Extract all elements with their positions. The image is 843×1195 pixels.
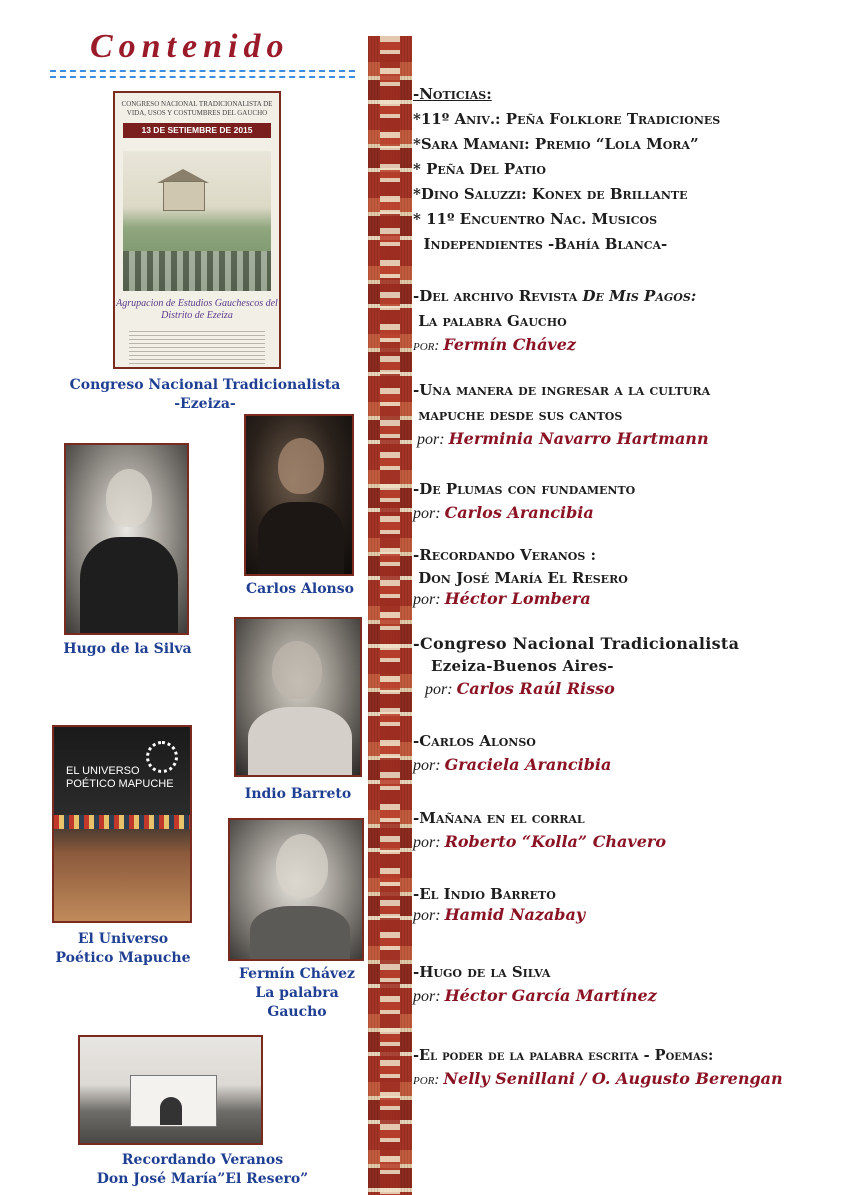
toc-mapuche-line2: mapuche desde sus cantos xyxy=(413,406,623,424)
toc-veranos[interactable] xyxy=(413,543,838,611)
toc-poder[interactable] xyxy=(413,1043,841,1091)
toc-plumas-line1: -De Plumas con fundamento xyxy=(413,480,636,498)
toc-congreso[interactable] xyxy=(413,632,838,701)
universo-caption xyxy=(38,930,208,968)
toc-veranos-line1: -Recordando Veranos : xyxy=(413,546,597,564)
por-label: por: xyxy=(417,431,445,448)
carlos-alonso-face xyxy=(278,438,324,494)
toc-mapuche-line1: -Una manera de ingresar a la cultura xyxy=(413,381,711,399)
toc-corral-author: Roberto “Kolla” Chavero xyxy=(444,832,666,851)
carlos-alonso-photo xyxy=(244,414,354,576)
por-label: por: xyxy=(413,988,441,1005)
toc-corral[interactable] xyxy=(413,806,838,854)
toc-plumas-author: Carlos Arancibia xyxy=(444,503,594,522)
toc-congreso-author: Carlos Raúl Risso xyxy=(456,679,615,698)
toc-alonso[interactable] xyxy=(413,729,838,777)
toc-archivo-prefix: -Del archivo Revista xyxy=(413,287,583,305)
poster-caption-line1: Congreso Nacional Tradicionalista xyxy=(69,377,341,393)
recordando-caption-line2: Don José María”El Resero” xyxy=(96,1171,309,1187)
poster-date: 13 DE SETIEMBRE DE 2015 xyxy=(123,123,271,138)
carlos-alonso-body xyxy=(258,502,344,576)
toc-plumas[interactable] xyxy=(413,477,838,525)
poster-header: CONGRESO NACIONAL TRADICIONALISTA DE VIDA, USOS Y COSTUMBRES DEL GAUCHO xyxy=(121,100,273,117)
fermin-face xyxy=(276,834,328,898)
por-label: por: xyxy=(425,681,453,698)
toc-archivo[interactable] xyxy=(413,284,838,357)
poster-scene xyxy=(123,151,271,291)
toc-plumas-byline xyxy=(413,502,838,525)
toc-barreto-byline xyxy=(413,904,838,927)
poster-house xyxy=(163,181,205,211)
poster-fine-print xyxy=(129,328,265,364)
fermin-caption-line2: La palabra xyxy=(255,985,339,1001)
toc-archivo-byline xyxy=(413,334,838,357)
toc-poder-author: Nelly Senillani / O. Augusto Berengan xyxy=(443,1069,783,1088)
poster-caption-line2: -Ezeiza- xyxy=(174,396,236,412)
book-cover-title-line1: EL UNIVERSO xyxy=(66,765,140,777)
noticia-item-1: *11º Aniv.: Peña Folklore Tradiciones xyxy=(413,110,721,128)
hugo-face xyxy=(106,469,152,527)
poster-org: Agrupacion de Estudios Gauchescos del Distrito de Ezeiza xyxy=(116,298,278,321)
fermin-body xyxy=(250,906,350,961)
barreto-body xyxy=(248,707,352,777)
noticia-item-6: Independientes -Bahía Blanca- xyxy=(413,235,668,253)
page-title: Contenido xyxy=(90,28,290,65)
poster-pattern xyxy=(123,251,271,291)
noticia-item-4: *Dino Saluzzi: Konex de Brillante xyxy=(413,185,688,203)
toc-archivo-line2: La palabra Gaucho xyxy=(413,312,567,330)
fermin-chavez-photo xyxy=(228,818,364,961)
toc-mapuche[interactable] xyxy=(413,378,838,451)
toc-mapuche-author: Herminia Navarro Hartmann xyxy=(448,429,709,448)
congreso-poster-image xyxy=(113,91,281,369)
toc-barreto[interactable] xyxy=(413,884,838,927)
book-cover-title-line2: POÉTICO MAPUCHE xyxy=(66,778,174,790)
toc-barreto-line1: -El Indio Barreto xyxy=(413,885,556,903)
toc-congreso-line2: Ezeiza-Buenos Aires- xyxy=(431,657,614,675)
indio-barreto-caption: Indio Barreto xyxy=(244,786,352,802)
por-label: por: xyxy=(413,1072,440,1088)
toc-archivo-author: Fermín Chávez xyxy=(443,335,576,354)
toc-poder-byline xyxy=(413,1068,841,1091)
toc-congreso-byline xyxy=(413,678,838,701)
por-label: por: xyxy=(413,591,441,608)
por-label: por: xyxy=(413,834,441,851)
book-cover-headband xyxy=(54,815,190,829)
title-underline-2 xyxy=(50,76,355,78)
toc-poder-line1: -El poder de la palabra escrita - Poemas: xyxy=(413,1047,714,1064)
barreto-face xyxy=(272,641,322,699)
universo-caption-line1: El Universo xyxy=(77,931,169,947)
toc-barreto-author: Hamid Nazabay xyxy=(444,905,586,924)
toc-hugo-line1: -Hugo de la Silva xyxy=(413,963,551,981)
recordando-veranos-photo xyxy=(78,1035,263,1145)
fermin-caption xyxy=(228,965,366,1022)
toc-congreso-line1: -Congreso Nacional Tradicionalista xyxy=(413,634,740,653)
fermin-caption-line1: Fermín Chávez xyxy=(238,966,356,982)
toc-archivo-magazine: De Mis Pagos: xyxy=(582,287,697,305)
title-underline xyxy=(50,70,355,72)
poster-caption xyxy=(60,376,350,414)
indio-barreto-photo xyxy=(234,617,362,777)
por-label: por: xyxy=(413,757,441,774)
noticia-item-2: *Sara Mamani: Premio “Lola Mora” xyxy=(413,135,699,153)
por-label: por: xyxy=(413,505,441,522)
toc-alonso-byline xyxy=(413,754,838,777)
woven-textile-pattern xyxy=(380,36,400,1195)
toc-veranos-line2: Don José María El Resero xyxy=(413,569,628,587)
building-arch xyxy=(160,1097,182,1125)
toc-corral-line1: -Mañana en el corral xyxy=(413,809,585,827)
por-label: por: xyxy=(413,338,440,354)
toc-corral-byline xyxy=(413,831,838,854)
toc-mapuche-byline xyxy=(413,428,838,451)
por-label: por: xyxy=(413,907,441,924)
universo-caption-line2: Poético Mapuche xyxy=(55,950,191,966)
carlos-alonso-caption: Carlos Alonso xyxy=(246,581,354,597)
fermin-caption-line3: Gaucho xyxy=(267,1004,327,1020)
toc-veranos-author: Héctor Lombera xyxy=(444,589,591,608)
hugo-de-la-silva-photo xyxy=(64,443,189,635)
recordando-caption xyxy=(60,1151,345,1189)
toc-archivo-line1 xyxy=(413,284,838,309)
toc-hugo-author: Héctor García Martínez xyxy=(444,986,657,1005)
toc-alonso-line1: -Carlos Alonso xyxy=(413,732,536,750)
universo-mapuche-cover xyxy=(52,725,192,923)
toc-alonso-author: Graciela Arancibia xyxy=(444,755,612,774)
recordando-caption-line1: Recordando Veranos xyxy=(121,1152,284,1168)
toc-noticias-heading: -Noticias: xyxy=(413,85,492,103)
toc-hugo-byline xyxy=(413,985,838,1008)
book-cover-title xyxy=(66,765,174,791)
noticia-item-5: * 11º Encuentro Nac. Musicos xyxy=(413,210,658,228)
hugo-caption: Hugo de la Silva xyxy=(63,641,192,657)
toc-hugo[interactable] xyxy=(413,960,838,1008)
woven-textile-border xyxy=(368,36,412,1195)
toc-veranos-byline xyxy=(413,588,838,611)
toc-noticias[interactable] xyxy=(413,82,838,257)
noticia-item-3: * Peña Del Patio xyxy=(413,160,547,178)
hugo-body xyxy=(80,537,178,635)
